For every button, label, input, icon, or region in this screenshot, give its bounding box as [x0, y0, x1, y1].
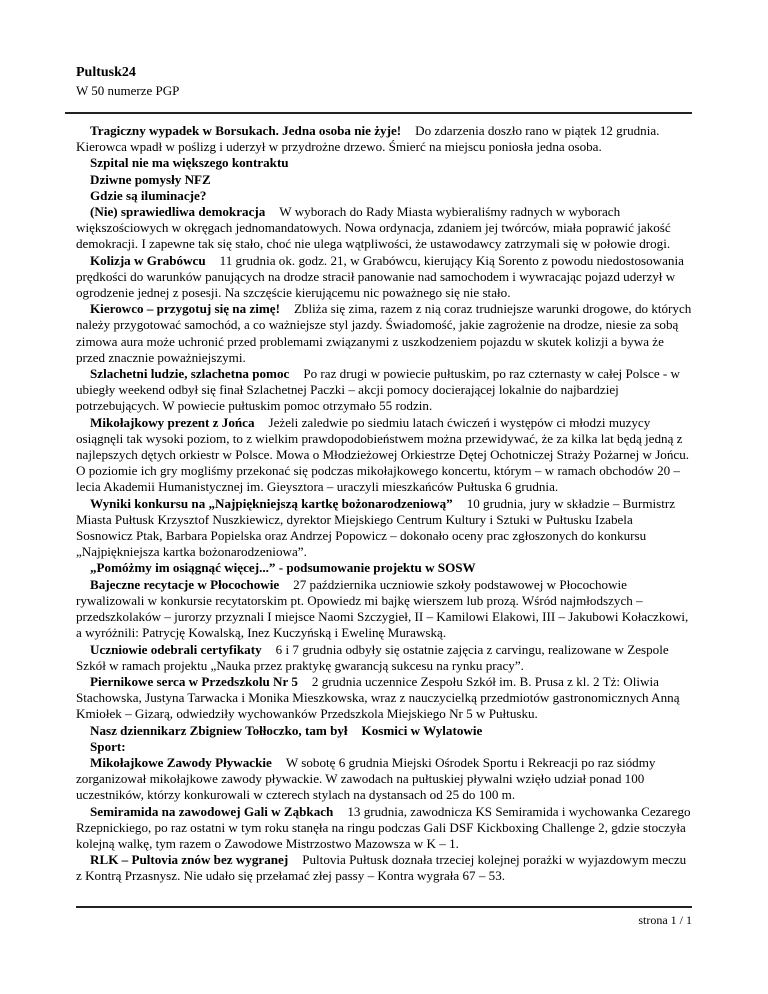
- article-headline: RLK – Pultovia znów bez wygranej: [90, 852, 289, 868]
- article-zima: [76, 301, 692, 366]
- article-headline: Mikołajkowe Zawody Pływackie: [90, 754, 272, 770]
- article-szpital: [76, 155, 692, 171]
- article-headline: Bajeczne recytacje w Płocochowie: [90, 576, 280, 592]
- article-sosw: [76, 560, 692, 576]
- section-heading: Sport:: [90, 738, 126, 754]
- article-piernikowe: [76, 674, 692, 723]
- article-headline-secondary: Kosmici w Wylatowie: [361, 722, 483, 738]
- article-list: [76, 123, 692, 885]
- article-szlachetna-paczka: [76, 366, 692, 415]
- article-certyfikaty: [76, 642, 692, 674]
- article-kartka: [76, 496, 692, 561]
- article-headline: Nasz dziennikarz Zbigniew Tołłoczko, tam był: [90, 722, 348, 738]
- article-headline: Semiramida na zawodowej Gali w Ząbkach: [90, 803, 334, 819]
- article-borsuki: [76, 123, 692, 155]
- article-semiramida: [76, 804, 692, 853]
- article-nfz: [76, 172, 692, 188]
- article-plywanie: [76, 755, 692, 804]
- document-header: [76, 64, 179, 99]
- article-headline: Gdzie są iluminacje?: [90, 187, 207, 203]
- document-subtitle: W 50 numerze PGP: [76, 83, 180, 98]
- article-text: 10 grudnia, jury w składzie – Burmistrz Miasta Pułtusk Krzysztof Nuszkiewicz, dyrektor Miejskiego Centrum Kultury i Sztuki w Pułtusku Izabela Sosnowicz Ptak, Barbara Popielska oraz Andrzej Popowicz – dokonało oceny prac zgłoszonych do konkursu „Najpiękniejsza kartka bożonarodzeniowa”.: [76, 495, 676, 560]
- article-headline: Mikołajkowy prezent z Jońca: [90, 414, 255, 430]
- article-headline: Tragiczny wypadek w Borsukach. Jedna osoba nie żyje!: [90, 123, 402, 138]
- article-headline: Uczniowie odebrali certyfikaty: [90, 641, 262, 657]
- article-pultovia: [76, 852, 692, 884]
- article-plocochowo: [76, 577, 692, 642]
- top-divider: [65, 112, 692, 114]
- article-grabowiec: [76, 253, 692, 302]
- article-headline: Szpital nie ma większego kontraktu: [90, 155, 289, 171]
- article-headline: (Nie) sprawiedliwa demokracja: [90, 204, 266, 220]
- article-text: Jeżeli zaledwie po siedmiu latach ćwiczeń i występów ci młodzi muzycy osiągnęli tak wysoki poziom, to z wielkim prawdopodobieństwem można przewidywać, że za kilka lat będą jedną z najlepszych dętych orkiestr w Polsce. Mowa o Młodzieżowej Orkiestrze Dętej Ochotniczej Straży Pożarnej w Jońcu. O poziomie ich gry mogliśmy przekonać się podczas mikołajkowego koncertu, którym – w ramach obchodów 20 – lecia Akademii Humanistycznej im. Gieysztora – uraczyli mieszkańców Pułtuska 6 grudnia.: [76, 414, 690, 495]
- article-text: 13 grudnia, zawodnicza KS Semiramida i wychowanka Cezarego Rzepnickiego, po raz ostatni w tym roku stanęła na ringu podczas Gali DSF Kickboxing Challenge 2, gdzie stoczyła kolejną walkę, tym razem o Zawodowe Mistrzostwo Mazowsza w K – 1.: [76, 803, 691, 851]
- article-text: 6 i 7 grudnia odbyły się ostatnie zajęcia z carvingu, realizowane w Zespole Szkół w ramach projektu „Nauka przez praktykę gwarancją sukcesu na rynku pracy”.: [76, 641, 669, 673]
- article-headline: Dziwne pomysły NFZ: [90, 171, 211, 187]
- section-sport: [76, 739, 692, 755]
- article-iluminacje: [76, 188, 692, 204]
- article-text: Zbliża się zima, razem z nią coraz trudniejsze warunki drogowe, do których należy przygotować samochód, a co ważniejsze styl jazdy. Świadomość, jakie zagrożenie na drodze, niesie za sobą zimowa aura może uchronić przed problemami związanymi z uszkodzeniem pojazdu w skutek kolizji a bywa że przed znacznie poważniejszymi.: [76, 301, 692, 365]
- article-text: 27 października uczniowie szkoły podstawowej w Płocochowie rywalizowali w konkursie recytatorskim pt. Opowiedz mi bajkę wierszem lub prozą. Wśród najmłodszych – przedszkolaków – jurorzy przyznali I miejsce Naomi Szczygieł, II – Kamilowi Elakowi, III – Jakubowi Kołaczkowi, a wyróżnili: Patrycję Kowalską, Inez Kuczyńską i Ewelinę Murawską.: [76, 576, 689, 641]
- page-number: strona 1 / 1: [638, 913, 692, 927]
- article-text: W wyborach do Rady Miasta wybieraliśmy radnych w wyborach większościowych w okręgach jednomandatowych. Nowa ordynacja, zdaniem jej twórców, miała poprawić jakość demokracji. I zapewne tak się stało, choć nie ulega wątpliwości, że ustawodawcy zatrzymali się w połowie drogi.: [76, 204, 671, 252]
- article-headline: Szlachetni ludzie, szlachetna pomoc: [90, 366, 290, 382]
- article-text: W sobotę 6 grudnia Miejski Ośrodek Sportu i Rekreacji po raz siódmy zorganizował mikołajkowe zawody pływackie. W zawodach na pułtuskiej pływalni wzięło udział ponad 100 uczestników, którzy konkurowali w czterech stylach na dystansach od 25 do 100 m.: [76, 754, 656, 803]
- bottom-divider: [76, 906, 692, 908]
- article-demokracja: [76, 204, 692, 253]
- article-text: 2 grudnia uczennice Zespołu Szkół im. B. Prusa z kl. 2 Tż: Oliwia Stachowska, Justyna Tarwacka i Monika Mieszkowska, wraz z nauczycielką przedmiotów gastronomicznych Anną Kmiołek – Gizarą, odwiedziły wychowanków Przedszkola Miejskiego Nr 5 w Pułtusku.: [76, 673, 680, 722]
- article-headline: Wyniki konkursu na „Najpiękniejszą kartkę bożonarodzeniową”: [90, 495, 453, 511]
- document-title: Pultusk24: [76, 65, 136, 80]
- article-text: Pultovia Pułtusk doznała trzeciej kolejnej porażki w wyjazdowym meczu z Kontrą Przasnysz. Nie udało się przełamać złej passy – Kontra wygrała 67 – 53.: [76, 852, 687, 884]
- article-joniec: [76, 415, 692, 496]
- article-headline: Kolizja w Grabówcu: [90, 252, 206, 268]
- article-text: Do zdarzenia doszło rano w piątek 12 grudnia. Kierowca wpadł w poślizg i uderzył w przydrożne drzewo. Śmierć na miejscu poniosła jedna osoba.: [76, 123, 660, 155]
- article-text: 11 grudnia ok. godz. 21, w Grabówcu, kierujący Kią Sorento z powodu niedostosowania prędkości do warunków panujących na drodze stracił panowanie nad samochodem i wywracając pojazd uderzył w ogrodzenie jednej z posesji. Na szczęście kierującemu nic poważnego się nie stało.: [76, 252, 684, 301]
- article-headline: „Pomóżmy im osiągnąć więcej...” - podsumowanie projektu w SOSW: [90, 560, 476, 576]
- article-kosmici: [76, 723, 692, 739]
- article-headline: Piernikowe serca w Przedszkolu Nr 5: [90, 673, 298, 689]
- article-text: Po raz drugi w powiecie pułtuskim, po raz czternasty w całej Polsce - w ubiegły weekend odbył się finał Szlachetnej Paczki – akcji pomocy docierającej lokalnie do najbardziej potrzebujących. W powiecie pułtuskim pomoc otrzymało 55 rodzin.: [76, 366, 681, 414]
- article-headline: Kierowco – przygotuj się na zimę!: [90, 301, 280, 317]
